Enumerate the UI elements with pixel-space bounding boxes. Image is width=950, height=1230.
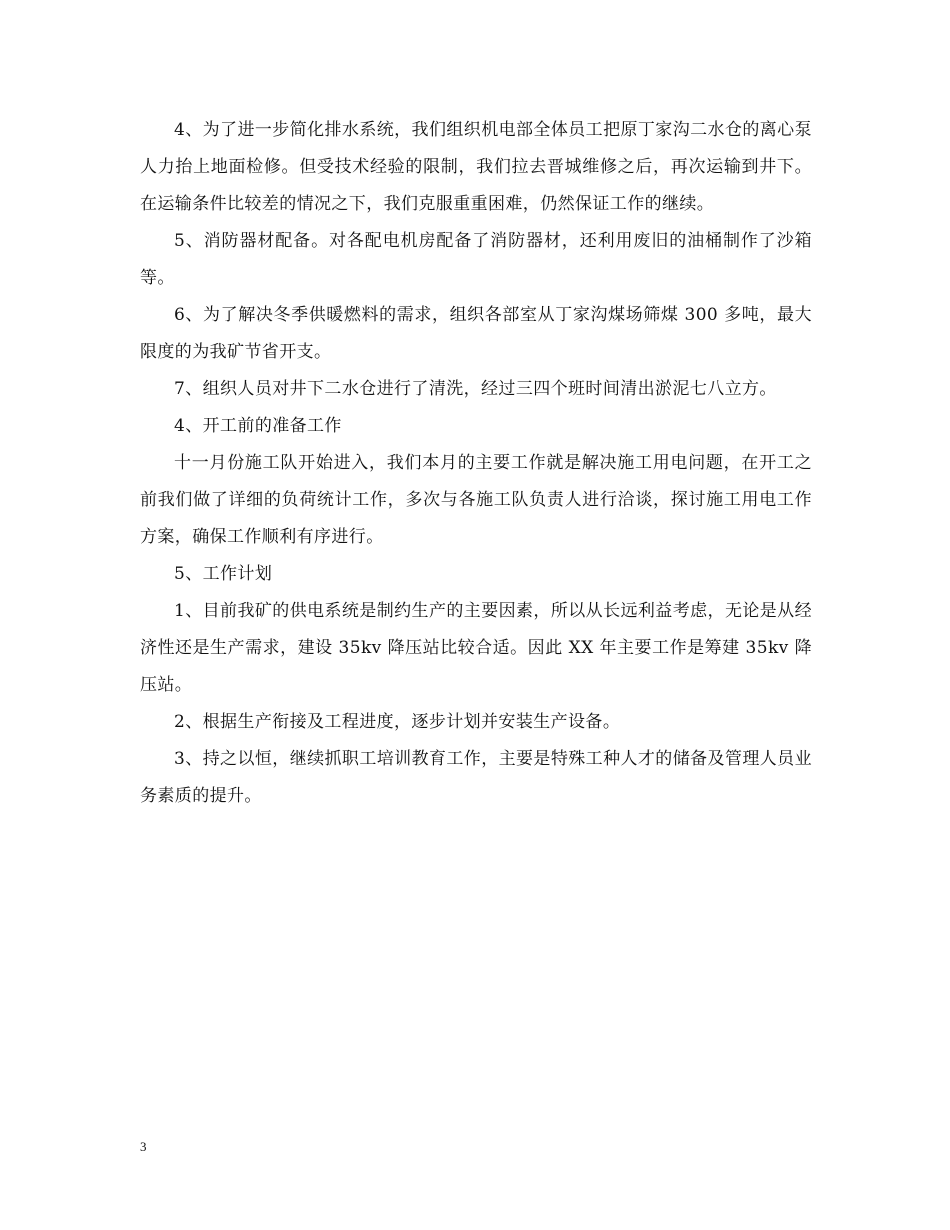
document-body xyxy=(140,112,812,815)
paragraph-drainage-pump: 4、为了进一步简化排水系统，我们组织机电部全体员工把原丁家沟二水仓的离心泵人力抬上地面检修。但受技术经验的限制，我们拉去晋城维修之后，再次运输到井下。在运输条件比较差的情况之下，我们克服重重困难，仍然保证工作的继续。 xyxy=(140,120,812,214)
paragraph-equipment-install: 2、根据生产衔接及工程进度，逐步计划并安装生产设备。 xyxy=(174,712,621,732)
paragraph-substation-plan: 1、目前我矿的供电系统是制约生产的主要因素，所以从长远利益考虑，无论是从经济性还是生产需求，建设 35kv 降压站比较合适。因此 XX 年主要工作是筹建 35kv 降压站。 xyxy=(140,601,812,695)
paragraph-sump-cleaning: 7、组织人员对井下二水仓进行了清洗，经过三四个班时间清出淤泥七八立方。 xyxy=(174,379,777,399)
paragraph-winter-fuel: 6、为了解决冬季供暖燃料的需求，组织各部室从丁家沟煤场筛煤 300 多吨，最大限度的为我矿节省开支。 xyxy=(140,305,812,362)
paragraph-fire-equipment: 5、消防器材配备。对各配电机房配备了消防器材，还利用废旧的油桶制作了沙箱等。 xyxy=(140,231,812,288)
section-heading-work-plan: 5、工作计划 xyxy=(174,564,273,584)
paragraph-staff-training: 3、持之以恒，继续抓职工培训教育工作，主要是特殊工种人才的储备及管理人员业务素质的提升。 xyxy=(140,749,812,806)
page-number: 3 xyxy=(140,1139,147,1154)
paragraph-construction-power: 十一月份施工队开始进入，我们本月的主要工作就是解决施工用电问题，在开工之前我们做了详细的负荷统计工作，多次与各施工队负责人进行洽谈，探讨施工用电工作方案，确保工作顺利有序进行。 xyxy=(140,453,812,547)
section-heading-preparation: 4、开工前的准备工作 xyxy=(174,416,342,436)
